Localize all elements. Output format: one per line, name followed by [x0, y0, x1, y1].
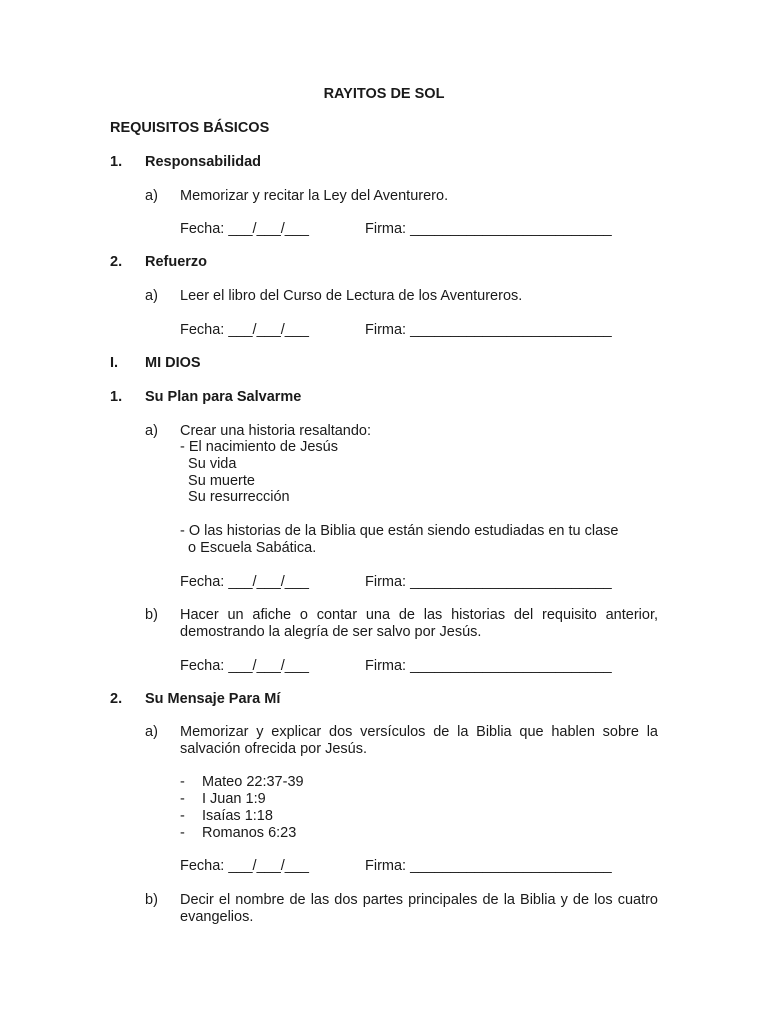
- verse-reference: Romanos 6:23: [202, 825, 297, 841]
- verse-reference: Mateo 22:37-39: [202, 774, 304, 790]
- signature-field[interactable]: Firma: _________________________: [365, 221, 612, 237]
- section-number: 2.: [110, 254, 123, 270]
- item-label: a): [145, 423, 158, 439]
- list-bullet: -: [180, 774, 185, 790]
- item-label: a): [145, 724, 158, 740]
- item-label: b): [145, 892, 158, 908]
- chapter-title: MI DIOS: [145, 355, 201, 371]
- signature-field[interactable]: Firma: _________________________: [365, 322, 612, 338]
- list-item: o Escuela Sabática.: [180, 540, 317, 556]
- list-item: - O las historias de la Biblia que están siendo estudiadas en tu clase: [180, 523, 619, 539]
- item-text: Hacer un afiche o contar una de las historias del requisito anterior, demostrando la alegría de ser salvo por Jesús.: [180, 607, 658, 640]
- item-label: a): [145, 288, 158, 304]
- verse-reference: I Juan 1:9: [202, 791, 266, 807]
- signature-field[interactable]: Firma: _________________________: [365, 574, 612, 590]
- list-item: Su vida: [180, 456, 237, 472]
- date-field[interactable]: Fecha: ___/___/___: [180, 221, 309, 237]
- basic-requirements-heading: REQUISITOS BÁSICOS: [110, 120, 270, 136]
- section-title-plan: Su Plan para Salvarme: [145, 389, 302, 405]
- date-field[interactable]: Fecha: ___/___/___: [180, 322, 309, 338]
- date-field[interactable]: Fecha: ___/___/___: [180, 658, 309, 674]
- list-item: - El nacimiento de Jesús: [180, 439, 338, 455]
- verse-reference: Isaías 1:18: [202, 808, 273, 824]
- signature-field[interactable]: Firma: _________________________: [365, 858, 612, 874]
- item-label: b): [145, 607, 158, 623]
- item-text: Leer el libro del Curso de Lectura de los Aventureros.: [180, 288, 523, 304]
- list-bullet: -: [180, 791, 185, 807]
- date-field[interactable]: Fecha: ___/___/___: [180, 574, 309, 590]
- list-item: Su muerte: [180, 473, 255, 489]
- list-item: Su resurrección: [180, 489, 290, 505]
- section-number: 1.: [110, 389, 123, 405]
- list-bullet: -: [180, 825, 185, 841]
- list-bullet: -: [180, 808, 185, 824]
- item-label: a): [145, 188, 158, 204]
- document-title: RAYITOS DE SOL: [323, 86, 445, 102]
- section-title-refuerzo: Refuerzo: [145, 254, 208, 270]
- section-number: 2.: [110, 691, 123, 707]
- signature-field[interactable]: Firma: _________________________: [365, 658, 612, 674]
- item-text: Decir el nombre de las dos partes principales de la Biblia y de los cuatro evangelios.: [180, 892, 658, 925]
- section-title-responsabilidad: Responsabilidad: [145, 154, 262, 170]
- chapter-number: I.: [110, 355, 119, 371]
- date-field[interactable]: Fecha: ___/___/___: [180, 858, 309, 874]
- section-title-mensaje: Su Mensaje Para Mí: [145, 691, 281, 707]
- item-text: Crear una historia resaltando:: [180, 423, 372, 439]
- item-text: Memorizar y recitar la Ley del Aventurero.: [180, 188, 449, 204]
- section-number: 1.: [110, 154, 123, 170]
- item-text: Memorizar y explicar dos versículos de la Biblia que hablen sobre la salvación ofrecida por Jesús.: [180, 724, 658, 757]
